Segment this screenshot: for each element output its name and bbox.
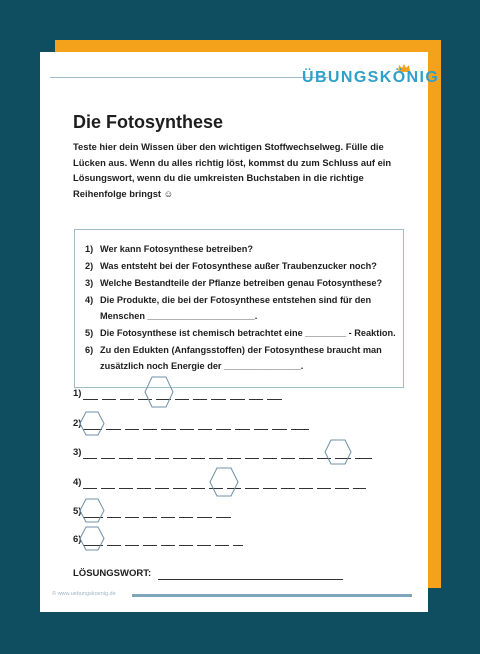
brand-logo: ÜBUNGSKÖNIG <box>302 69 440 86</box>
question-item-continued: Menschen _____________________. <box>100 311 258 321</box>
page-title: Die Fotosynthese <box>73 112 224 132</box>
answer-row-3: 3) <box>73 445 373 461</box>
answer-row-1: 1) <box>73 386 333 402</box>
intro-text <box>73 139 418 201</box>
footer-bar <box>132 594 412 597</box>
intro-line: Lücken aus. Wenn du alles richtig löst, kommst du zum Schluss auf ein <box>73 156 392 168</box>
question-item: 4) Die Produkte, die bei der Fotosynthese entstehen sind für den <box>85 295 372 305</box>
intro-line: Teste hier dein Wissen über den wichtigen Stoffwechselweg. Fülle die <box>73 141 384 152</box>
worksheet <box>40 52 440 612</box>
answer-row-4: 4) <box>73 475 373 491</box>
answer-row-6: 6) <box>73 532 253 548</box>
question-item: 3) Welche Bestandteile der Pflanze betreiben genau Fotosynthese? <box>85 278 383 288</box>
footer-copyright: © www.uebungskoenig.de <box>52 591 116 597</box>
hexagon-marker <box>79 411 105 436</box>
questions-box <box>74 229 404 388</box>
question-item: 5) Die Fotosynthese ist chemisch betrachtet eine ________ - Reaktion. <box>85 328 396 338</box>
hexagon-marker <box>324 439 352 465</box>
question-item: 6) Zu den Edukten (Anfangsstoffen) der Fotosynthese braucht man <box>85 345 382 355</box>
question-item: 1) Wer kann Fotosynthese betreiben? <box>85 244 253 254</box>
intro-line: Lösungswort, wenn du die umkreisten Buchstaben in die richtige <box>73 172 364 184</box>
hexagon-marker <box>209 467 239 497</box>
question-item-continued: zusätzlich noch Energie der _______________. <box>100 361 304 371</box>
answer-row-5: 5) <box>73 504 243 520</box>
intro-line: Reihenfolge bringst ☺ <box>73 187 174 199</box>
solution-blank <box>158 579 343 580</box>
header-rule <box>50 77 328 78</box>
hexagon-marker <box>144 376 174 408</box>
hexagon-marker <box>79 526 105 551</box>
answer-row-2: 2) <box>73 416 333 432</box>
solution-label: LÖSUNGSWORT: <box>73 568 152 579</box>
hexagon-marker <box>79 498 105 523</box>
question-item: 2) Was entsteht bei der Fotosynthese außer Traubenzucker noch? <box>85 261 377 271</box>
